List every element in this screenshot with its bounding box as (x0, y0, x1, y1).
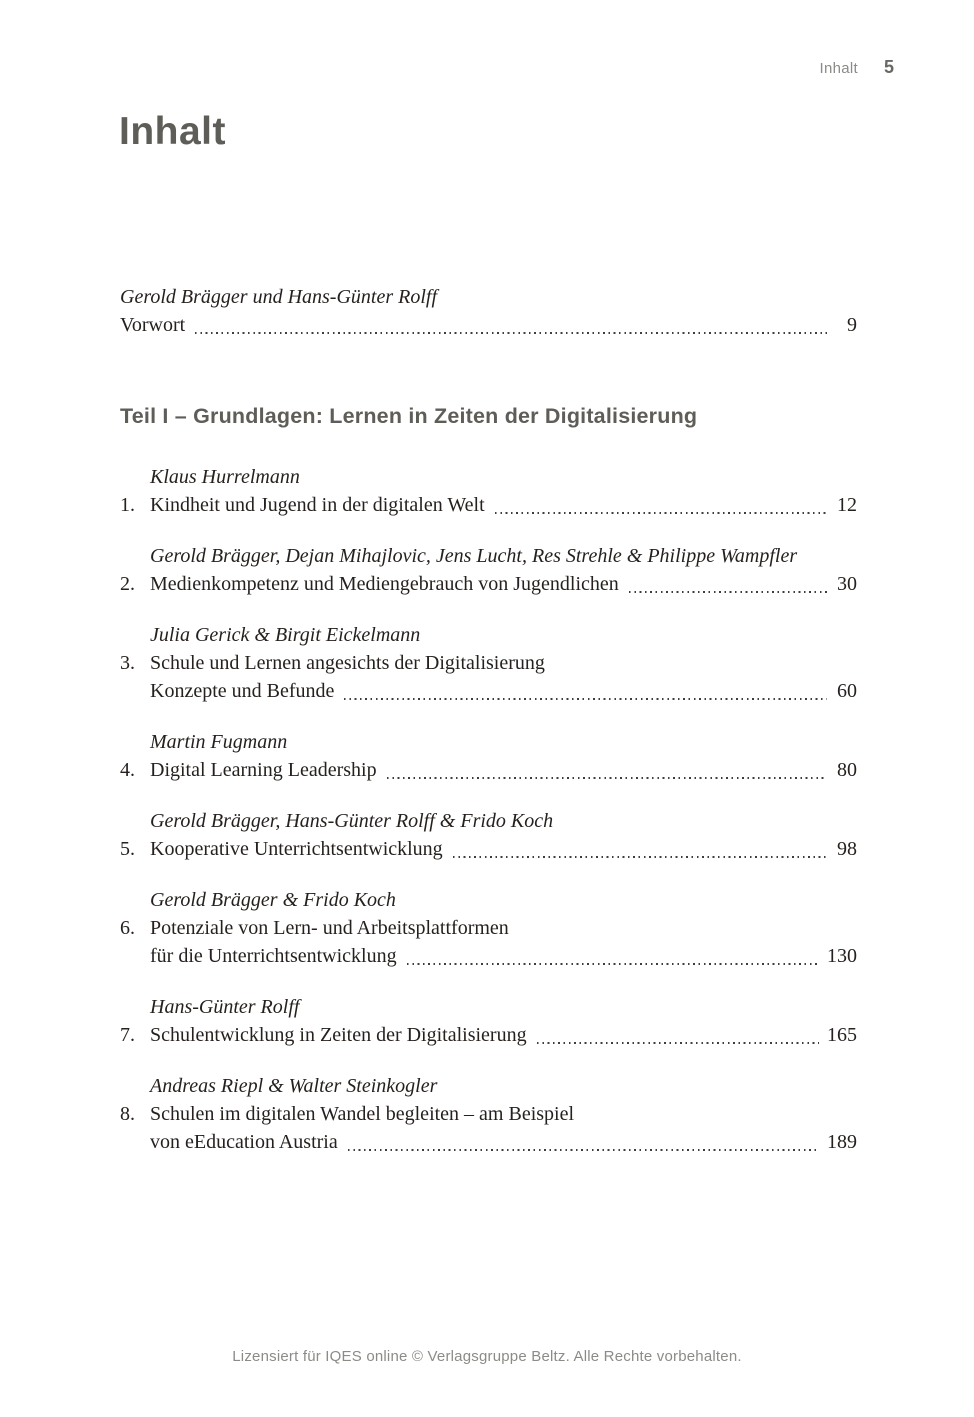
running-header (819, 57, 894, 78)
entry-title: Schulen im digitalen Wandel begleiten – am Beispiel (150, 1103, 575, 1125)
dot-leader (387, 777, 827, 779)
entry-page-number: 60 (837, 680, 857, 702)
entry-number: 5. (120, 838, 135, 860)
dot-leader (453, 856, 827, 858)
entry-number: 6. (120, 917, 135, 939)
entry-number: 7. (120, 1024, 135, 1046)
entry-number: 2. (120, 573, 135, 595)
entry-subtitle: für die Unterrichtsentwicklung (150, 945, 397, 967)
entry-title-row (120, 570, 857, 598)
entry-title: Schule und Lernen angesichts der Digitalisierung (150, 652, 545, 674)
entry-page-number: 80 (837, 759, 857, 781)
entry-page-number: 30 (837, 573, 857, 595)
entry-page-number: 98 (837, 838, 857, 860)
entry-number-spacer (120, 942, 150, 970)
running-header-title: Inhalt (819, 60, 858, 77)
entry-number: 8. (120, 1103, 135, 1125)
entry-title: Medienkompetenz und Mediengebrauch von Jugendlichen (150, 573, 619, 595)
entry-number-spacer (120, 677, 150, 705)
entry-title-row (120, 491, 857, 519)
toc-entry (120, 993, 857, 1049)
entry-title-row (120, 1021, 857, 1049)
toc-entry (120, 1072, 857, 1156)
entry-title-row (120, 914, 857, 942)
entry-authors: Gerold Brägger & Frido Koch (150, 889, 396, 911)
toc-entry (120, 886, 857, 970)
entry-authors: Julia Gerick & Birgit Eickelmann (150, 624, 421, 646)
dot-leader (195, 332, 827, 334)
entry-title-row (120, 835, 857, 863)
dot-leader (407, 963, 819, 965)
page-title: Inhalt (119, 110, 226, 153)
license-footer: Lizensiert für IQES online © Verlagsgruppe Beltz. Alle Rechte vorbehalten. (232, 1348, 742, 1365)
entry-title-row (120, 311, 857, 339)
toc-entry (120, 621, 857, 705)
entry-subtitle-row (120, 1128, 857, 1156)
entry-authors: Gerold Brägger, Dejan Mihajlovic, Jens Lucht, Res Strehle & Philippe Wampfler (150, 545, 798, 567)
entry-title: Schulentwicklung in Zeiten der Digitalisierung (150, 1024, 527, 1046)
toc-entry (120, 463, 857, 519)
entry-title-row (120, 1100, 857, 1128)
toc-entry-vorwort (120, 283, 857, 339)
dot-leader (495, 512, 827, 514)
entry-title-row (120, 756, 857, 784)
entry-page-number: 165 (827, 1024, 857, 1046)
entry-authors: Hans-Günter Rolff (150, 996, 300, 1018)
entry-authors: Gerold Brägger und Hans-Günter Rolff (120, 286, 438, 308)
entry-title: Kindheit und Jugend in der digitalen Welt (150, 494, 485, 516)
entry-title: Vorwort (120, 314, 186, 336)
entry-authors: Gerold Brägger, Hans-Günter Rolff & Frido Koch (150, 810, 554, 832)
entry-page-number: 9 (847, 314, 857, 336)
entry-page-number: 189 (827, 1131, 857, 1153)
dot-leader (348, 1149, 819, 1151)
entry-number-spacer (120, 1128, 150, 1156)
toc-entry (120, 728, 857, 784)
entry-subtitle: Konzepte und Befunde (150, 680, 335, 702)
entry-subtitle-row (120, 942, 857, 970)
section-heading: Teil I – Grundlagen: Lernen in Zeiten der Digitalisierung (120, 404, 698, 428)
dot-leader (537, 1042, 819, 1044)
entry-title-row (120, 649, 857, 677)
entry-authors: Klaus Hurrelmann (150, 466, 300, 488)
running-header-page-number: 5 (883, 57, 894, 77)
entry-page-number: 130 (827, 945, 857, 967)
entry-page-number: 12 (837, 494, 857, 516)
entry-number: 1. (120, 494, 135, 516)
toc-entry (120, 542, 857, 598)
entry-subtitle: von eEducation Austria (150, 1131, 338, 1153)
entry-number: 4. (120, 759, 135, 781)
entry-title: Digital Learning Leadership (150, 759, 377, 781)
entry-authors: Andreas Riepl & Walter Steinkogler (150, 1075, 438, 1097)
entry-subtitle-row (120, 677, 857, 705)
toc-entry (120, 807, 857, 863)
dot-leader (344, 698, 827, 700)
entry-title: Kooperative Unterrichtsentwicklung (150, 838, 443, 860)
table-of-contents (120, 283, 857, 1156)
entry-title: Potenziale von Lern- und Arbeitsplattformen (150, 917, 509, 939)
dot-leader (629, 591, 827, 593)
entry-number: 3. (120, 652, 135, 674)
entry-authors: Martin Fugmann (150, 731, 288, 753)
